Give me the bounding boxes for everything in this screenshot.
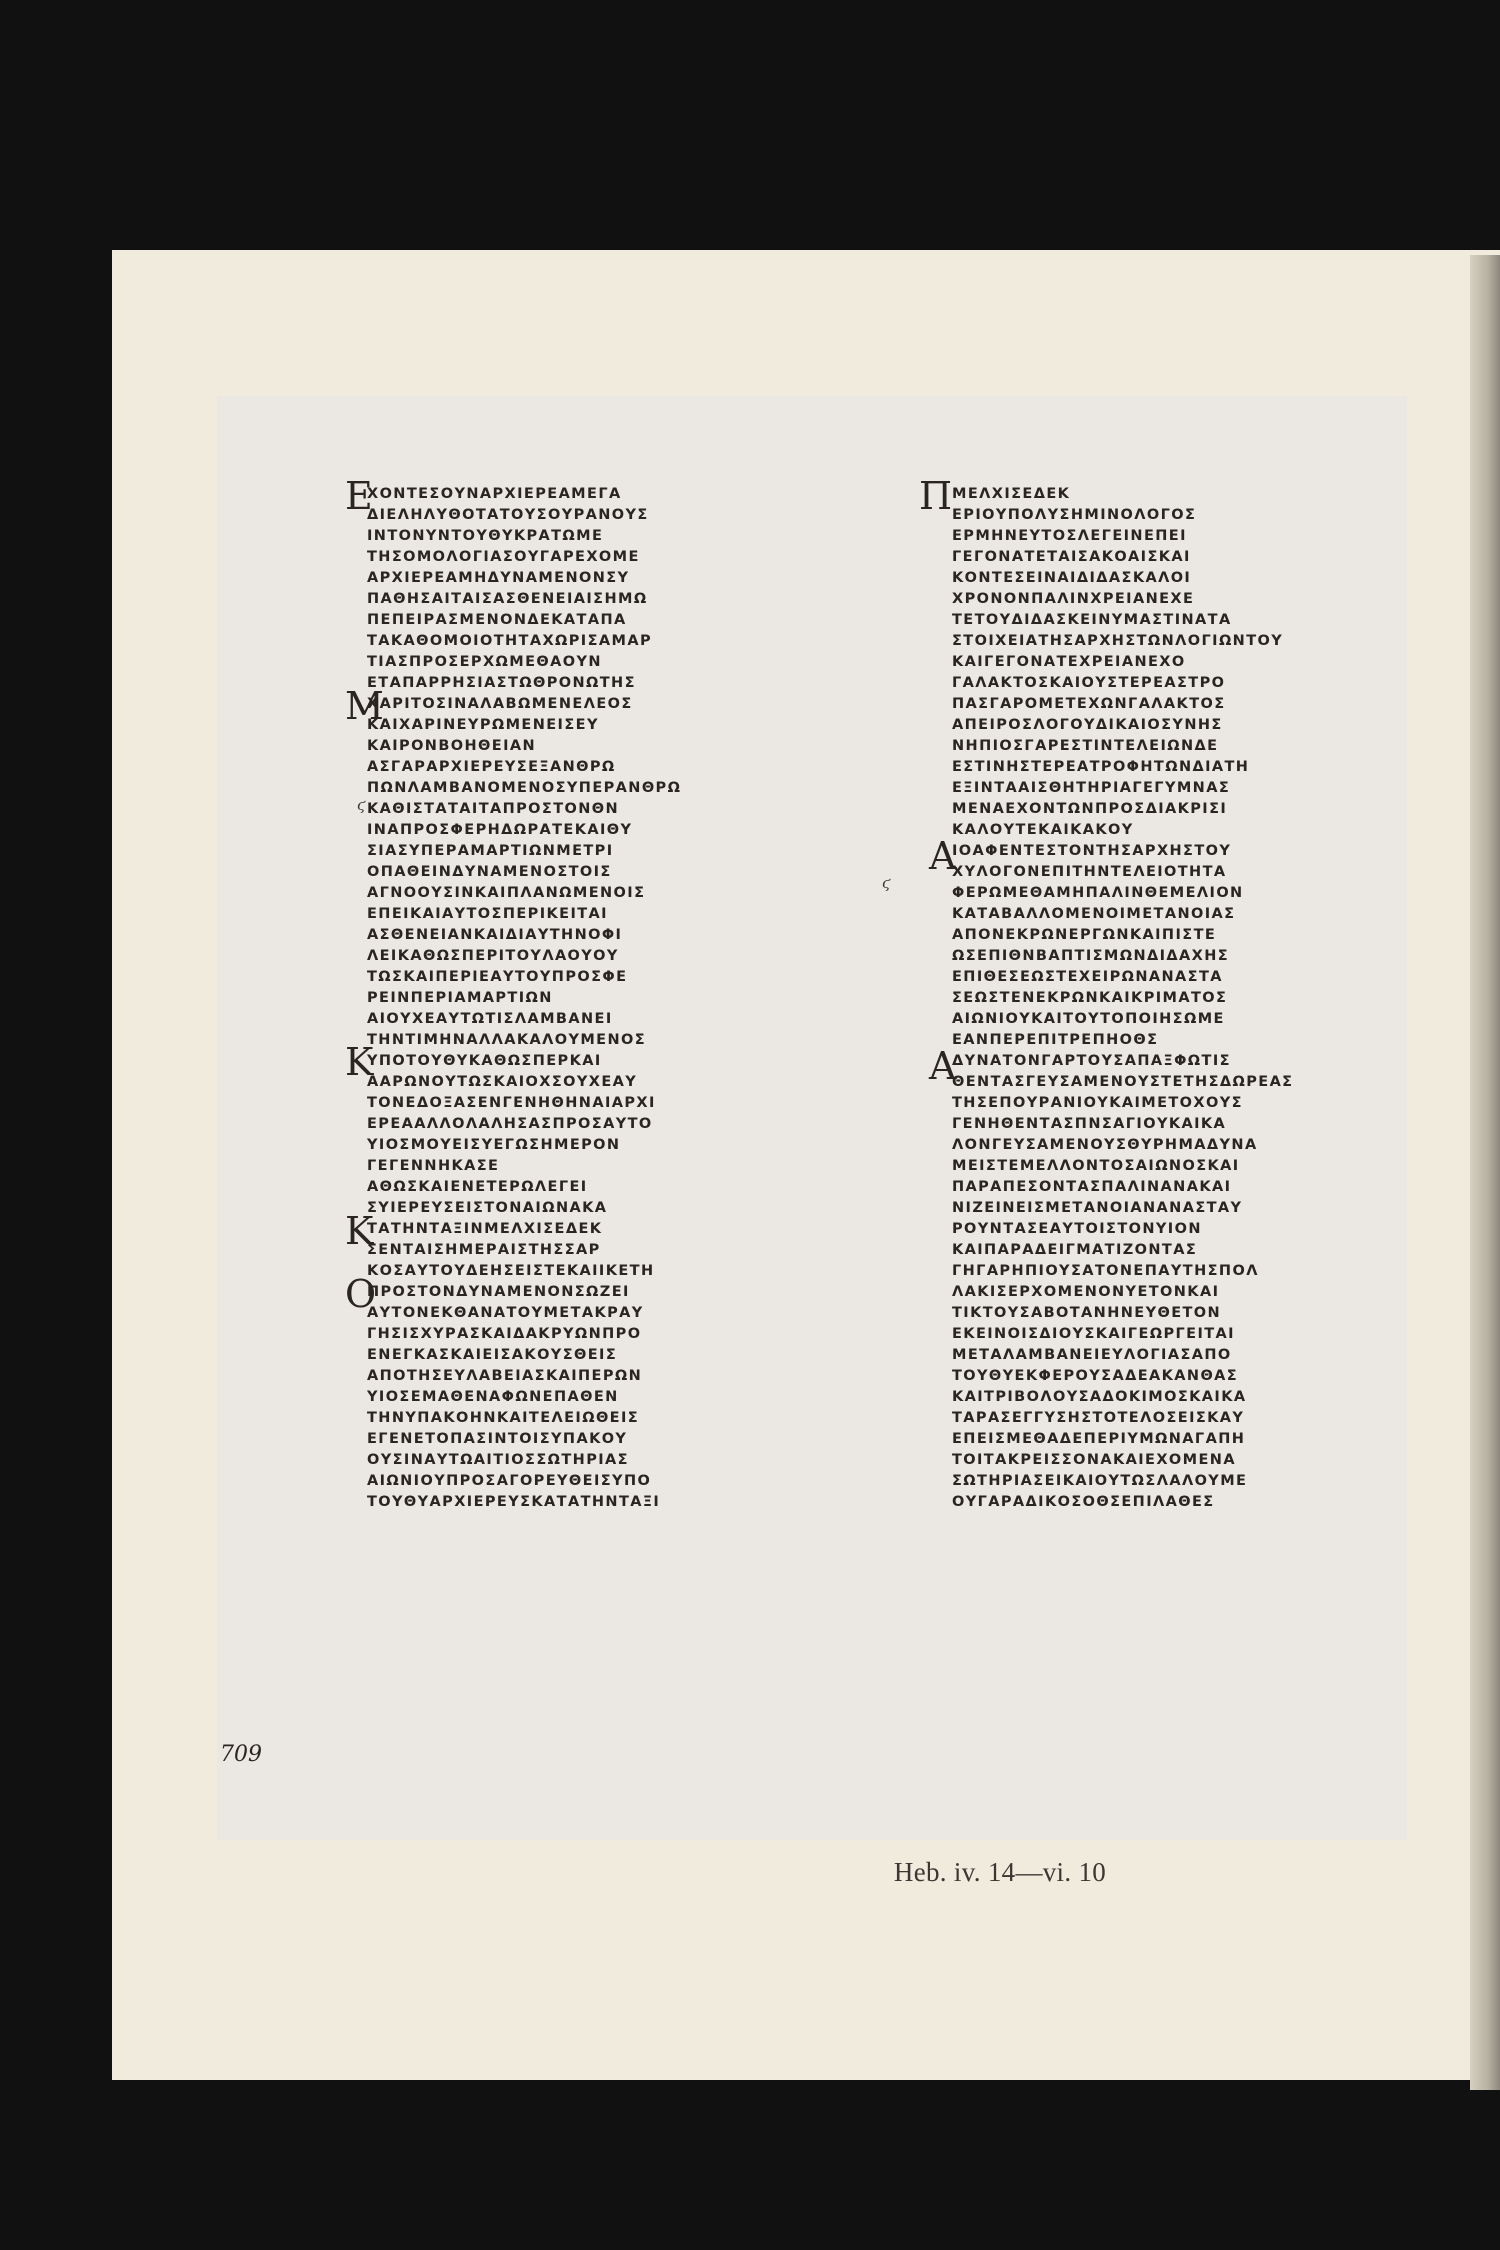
manuscript-line: ΑΣΓΑΡΑΡΧΙΕΡΕΥΣΕΞΑΝΘΡΩ bbox=[367, 759, 616, 775]
manuscript-line: ΙΝΤΟΝΥΝΤΟΥΘΥΚΡΑΤΩΜΕ bbox=[367, 528, 604, 544]
manuscript-line: ΡΕΙΝΠΕΡΙΑΜΑΡΤΙΩΝ bbox=[367, 990, 553, 1006]
manuscript-line: ΓΗΓΑΡΗΠΙΟΥΣΑΤΟΝΕΠΑΥΤΗΣΠΟΛ bbox=[952, 1263, 1259, 1279]
manuscript-line: ΓΑΛΑΚΤΟΣΚΑΙΟΥΣΤΕΡΕΑΣΤΡΟ bbox=[952, 675, 1226, 691]
manuscript-line: ΙΟΑΦΕΝΤΕΣΤΟΝΤΗΣΑΡΧΗΣΤΟΥ bbox=[952, 843, 1232, 859]
manuscript-line: ΤΑΡΑΣΕΓΓΥΣΗΣΤΟΤΕΛΟΣΕΙΣΚΑΥ bbox=[952, 1410, 1245, 1426]
manuscript-line: ΕΓΕΝΕΤΟΠΑΣΙΝΤΟΙΣΥΠΑΚΟΥ bbox=[367, 1431, 628, 1447]
initial-letter: Π bbox=[919, 474, 953, 518]
manuscript-line: ΤΑΚΑΘΟΜΟΙΟΤΗΤΑΧΩΡΙΣΑΜΑΡ bbox=[367, 633, 652, 649]
manuscript-line: ΕΡΙΟΥΠΟΛΥΣΗΜΙΝΟΛΟΓΟΣ bbox=[952, 507, 1197, 523]
manuscript-line: ΦΕΡΩΜΕΘΑΜΗΠΑΛΙΝΘΕΜΕΛΙΟΝ bbox=[952, 885, 1244, 901]
manuscript-line: ΤΙΑΣΠΡΟΣΕΡΧΩΜΕΘΑΟΥΝ bbox=[367, 654, 602, 670]
manuscript-line: ΕΑΝΠΕΡΕΠΙΤΡΕΠΗΟΘΣ bbox=[952, 1032, 1159, 1048]
manuscript-line: ΔΥΝΑΤΟΝΓΑΡΤΟΥΣΑΠΑΞΦΩΤΙΣ bbox=[952, 1053, 1231, 1069]
manuscript-line: ΕΤΑΠΑΡΡΗΣΙΑΣΤΩΘΡΟΝΩΤΗΣ bbox=[367, 675, 636, 691]
manuscript-line: ΝΙΖΕΙΝΕΙΣΜΕΤΑΝΟΙΑΝΑΝΑΣΤΑΥ bbox=[952, 1200, 1243, 1216]
manuscript-line: ΕΠΙΘΕΣΕΩΣΤΕΧΕΙΡΩΝΑΝΑΣΤΑ bbox=[952, 969, 1223, 985]
manuscript-line: ΕΡΕΑΑΛΛΟΛΑΛΗΣΑΣΠΡΟΣΑΥΤΟ bbox=[367, 1116, 653, 1132]
manuscript-line: ΣΩΤΗΡΙΑΣΕΙΚΑΙΟΥΤΩΣΛΑΛΟΥΜΕ bbox=[952, 1473, 1248, 1489]
manuscript-line: ΕΠΕΙΣΜΕΘΑΔΕΠΕΡΙΥΜΩΝΑΓΑΠΗ bbox=[952, 1431, 1246, 1447]
manuscript-line: ΚΟΝΤΕΣΕΙΝΑΙΔΙΔΑΣΚΑΛΟΙ bbox=[952, 570, 1192, 586]
manuscript-line: ΓΕΓΟΝΑΤΕΤΑΙΣΑΚΟΑΙΣΚΑΙ bbox=[952, 549, 1191, 565]
manuscript-line: ΥΠΟΤΟΥΘΥΚΑΘΩΣΠΕΡΚΑΙ bbox=[367, 1053, 602, 1069]
manuscript-line: ΚΑΙΤΡΙΒΟΛΟΥΣΑΔΟΚΙΜΟΣΚΑΙΚΑ bbox=[952, 1389, 1247, 1405]
manuscript-line: ΤΟΥΘΥΑΡΧΙΕΡΕΥΣΚΑΤΑΤΗΝΤΑΞΙ bbox=[367, 1494, 661, 1510]
manuscript-line: ΑΥΤΟΝΕΚΘΑΝΑΤΟΥΜΕΤΑΚΡΑΥ bbox=[367, 1305, 644, 1321]
manuscript-line: ΑΙΩΝΙΟΥΚΑΙΤΟΥΤΟΠΟΙΗΣΩΜΕ bbox=[952, 1011, 1225, 1027]
manuscript-line: ΧΟΝΤΕΣΟΥΝΑΡΧΙΕΡΕΑΜΕΓΑ bbox=[367, 486, 622, 502]
manuscript-line: ΘΕΝΤΑΣΓΕΥΣΑΜΕΝΟΥΣΤΕΤΗΣΔΩΡΕΑΣ bbox=[952, 1074, 1294, 1090]
initial-letter: Ε bbox=[345, 474, 373, 518]
folio-number: 709 bbox=[220, 1742, 262, 1767]
manuscript-line: ΚΑΤΑΒΑΛΛΟΜΕΝΟΙΜΕΤΑΝΟΙΑΣ bbox=[952, 906, 1236, 922]
manuscript-line: ΑΣΘΕΝΕΙΑΝΚΑΙΔΙΑΥΤΗΝΟΦΙ bbox=[367, 927, 623, 943]
manuscript-line: ΣΕΝΤΑΙΣΗΜΕΡΑΙΣΤΗΣΣΑΡ bbox=[367, 1242, 601, 1258]
manuscript-line: ΤΩΣΚΑΙΠΕΡΙΕΑΥΤΟΥΠΡΟΣΦΕ bbox=[367, 969, 628, 985]
right-column bbox=[952, 484, 1294, 1513]
manuscript-line: ΑΘΩΣΚΑΙΕΝΕΤΕΡΩΛΕΓΕΙ bbox=[367, 1179, 588, 1195]
manuscript-line: ΣΙΑΣΥΠΕΡΑΜΑΡΤΙΩΝΜΕΤΡΙ bbox=[367, 843, 614, 859]
manuscript-line: ΜΕΙΣΤΕΜΕΛΛΟΝΤΟΣΑΙΩΝΟΣΚΑΙ bbox=[952, 1158, 1240, 1174]
manuscript-line: ΤΗΣΕΠΟΥΡΑΝΙΟΥΚΑΙΜΕΤΟΧΟΥΣ bbox=[952, 1095, 1243, 1111]
page-caption: Heb. iv. 14—vi. 10 bbox=[893, 1857, 1107, 1887]
manuscript-line: ΚΑΛΟΥΤΕΚΑΙΚΑΚΟΥ bbox=[952, 822, 1134, 838]
manuscript-line: ΤΗΝΥΠΑΚΟΗΝΚΑΙΤΕΛΕΙΩΘΕΙΣ bbox=[367, 1410, 640, 1426]
manuscript-line: ΥΙΟΣΜΟΥΕΙΣΥΕΓΩΣΗΜΕΡΟΝ bbox=[367, 1137, 621, 1153]
margin-note: ϛ bbox=[357, 796, 366, 814]
manuscript-line: ΑΙΩΝΙΟΥΠΡΟΣΑΓΟΡΕΥΘΕΙΣΥΠΟ bbox=[367, 1473, 652, 1489]
initial-letter: Α bbox=[929, 834, 957, 878]
manuscript-line: ΓΗΣΙΣΧΥΡΑΣΚΑΙΔΑΚΡΥΩΝΠΡΟ bbox=[367, 1326, 642, 1342]
manuscript-line: ΑΡΧΙΕΡΕΑΜΗΔΥΝΑΜΕΝΟΝΣΥ bbox=[367, 570, 630, 586]
manuscript-line: ΠΡΟΣΤΟΝΔΥΝΑΜΕΝΟΝΣΩΖΕΙ bbox=[367, 1284, 630, 1300]
manuscript-line: ΔΙΕΛΗΛΥΘΟΤΑΤΟΥΣΟΥΡΑΝΟΥΣ bbox=[367, 507, 649, 523]
manuscript-line: ΕΠΕΙΚΑΙΑΥΤΟΣΠΕΡΙΚΕΙΤΑΙ bbox=[367, 906, 608, 922]
manuscript-line: ΑΠΟΝΕΚΡΩΝΕΡΓΩΝΚΑΙΠΙΣΤΕ bbox=[952, 927, 1217, 943]
manuscript-line: ΣΥΙΕΡΕΥΣΕΙΣΤΟΝΑΙΩΝΑΚΑ bbox=[367, 1200, 608, 1216]
manuscript-line: ΓΕΝΗΘΕΝΤΑΣΠΝΣΑΓΙΟΥΚΑΙΚΑ bbox=[952, 1116, 1227, 1132]
manuscript-line: ΚΑΙΓΕΓΟΝΑΤΕΧΡΕΙΑΝΕΧΟ bbox=[952, 654, 1186, 670]
initial-letter: Κ bbox=[345, 1209, 374, 1253]
manuscript-line: ΧΡΟΝΟΝΠΑΛΙΝΧΡΕΙΑΝΕΧΕ bbox=[952, 591, 1195, 607]
manuscript-line: ΛΑΚΙΣΕΡΧΟΜΕΝΟΝΥΕΤΟΝΚΑΙ bbox=[952, 1284, 1220, 1300]
manuscript-line: ΕΣΤΙΝΗΣΤΕΡΕΑΤΡΟΦΗΤΩΝΔΙΑΤΗ bbox=[952, 759, 1250, 775]
manuscript-line: ΕΡΜΗΝΕΥΤΟΣΛΕΓΕΙΝΕΠΕΙ bbox=[952, 528, 1187, 544]
manuscript-line: ΠΩΝΛΑΜΒΑΝΟΜΕΝΟΣΥΠΕΡΑΝΘΡΩ bbox=[367, 780, 682, 796]
manuscript-line: ΑΠΟΤΗΣΕΥΛΑΒΕΙΑΣΚΑΙΠΕΡΩΝ bbox=[367, 1368, 643, 1384]
manuscript-line: ΤΟΙΤΑΚΡΕΙΣΣΟΝΑΚΑΙΕΧΟΜΕΝΑ bbox=[952, 1452, 1236, 1468]
manuscript-line: ΜΕΝΑΕΧΟΝΤΩΝΠΡΟΣΔΙΑΚΡΙΣΙ bbox=[952, 801, 1228, 817]
manuscript-line: ΥΙΟΣΕΜΑΘΕΝΑΦΩΝΕΠΑΘΕΝ bbox=[367, 1389, 619, 1405]
initial-letter: Ο bbox=[345, 1272, 377, 1316]
manuscript-line: ΩΣΕΠΙΘΝΒΑΠΤΙΣΜΩΝΔΙΔΑΧΗΣ bbox=[952, 948, 1230, 964]
manuscript-line: ΛΟΝΓΕΥΣΑΜΕΝΟΥΣΘΥΡΗΜΑΔΥΝΑ bbox=[952, 1137, 1258, 1153]
initial-letter: Μ bbox=[345, 684, 384, 728]
manuscript-line: ΧΥΛΟΓΟΝΕΠΙΤΗΝΤΕΛΕΙΟΤΗΤΑ bbox=[952, 864, 1227, 880]
manuscript-line: ΑΙΟΥΧΕΑΥΤΩΤΙΣΛΑΜΒΑΝΕΙ bbox=[367, 1011, 613, 1027]
manuscript-line: ΣΤΟΙΧΕΙΑΤΗΣΑΡΧΗΣΤΩΝΛΟΓΙΩΝΤΟΥ bbox=[952, 633, 1284, 649]
manuscript-line: ΧΑΡΙΤΟΣΙΝΑΛΑΒΩΜΕΝΕΛΕΟΣ bbox=[367, 696, 633, 712]
manuscript-line: ΛΕΙΚΑΘΩΣΠΕΡΙΤΟΥΛΑΟΥΟΥ bbox=[367, 948, 619, 964]
margin-note: ϛ bbox=[882, 874, 891, 892]
manuscript-line: ΟΠΑΘΕΙΝΔΥΝΑΜΕΝΟΣΤΟΙΣ bbox=[367, 864, 612, 880]
manuscript-line: ΓΕΓΕΝΝΗΚΑΣΕ bbox=[367, 1158, 500, 1174]
manuscript-line: ΤΗΝΤΙΜΗΝΑΛΛΑΚΑΛΟΥΜΕΝΟΣ bbox=[367, 1032, 647, 1048]
manuscript-line: ΠΕΠΕΙΡΑΣΜΕΝΟΝΔΕΚΑΤΑΠΑ bbox=[367, 612, 627, 628]
initial-letter: Κ bbox=[345, 1040, 374, 1084]
manuscript-line: ΕΚΕΙΝΟΙΣΔΙΟΥΣΚΑΙΓΕΩΡΓΕΙΤΑΙ bbox=[952, 1326, 1235, 1342]
manuscript-line: ΚΑΘΙΣΤΑΤΑΙΤΑΠΡΟΣΤΟΝΘΝ bbox=[367, 801, 620, 817]
manuscript-line: ΤΕΤΟΥΔΙΔΑΣΚΕΙΝΥΜΑΣΤΙΝΑΤΑ bbox=[952, 612, 1232, 628]
left-column bbox=[367, 484, 681, 1513]
manuscript-line: ΚΑΙΧΑΡΙΝΕΥΡΩΜΕΝΕΙΣΕΥ bbox=[367, 717, 599, 733]
manuscript-line: ΕΝΕΓΚΑΣΚΑΙΕΙΣΑΚΟΥΣΘΕΙΣ bbox=[367, 1347, 618, 1363]
manuscript-line: ΟΥΓΑΡΑΔΙΚΟΣΟΘΣΕΠΙΛΑΘΕΣ bbox=[952, 1494, 1215, 1510]
initial-letter: Α bbox=[929, 1044, 957, 1088]
manuscript-line: ΤΟΥΘΥΕΚΦΕΡΟΥΣΑΔΕΑΚΑΝΘΑΣ bbox=[952, 1368, 1239, 1384]
manuscript-plate bbox=[217, 396, 1407, 1840]
manuscript-line: ΚΟΣΑΥΤΟΥΔΕΗΣΕΙΣΤΕΚΑΙΙΚΕΤΗ bbox=[367, 1263, 655, 1279]
manuscript-line: ΙΝΑΠΡΟΣΦΕΡΗΔΩΡΑΤΕΚΑΙΘΥ bbox=[367, 822, 633, 838]
manuscript-line: ΚΑΙΡΟΝΒΟΗΘΕΙΑΝ bbox=[367, 738, 537, 754]
manuscript-line: ΡΟΥΝΤΑΣΕΑΥΤΟΙΣΤΟΝΥΙΟΝ bbox=[952, 1221, 1202, 1237]
page-edge bbox=[1470, 255, 1500, 2090]
manuscript-line: ΤΙΚΤΟΥΣΑΒΟΤΑΝΗΝΕΥΘΕΤΟΝ bbox=[952, 1305, 1222, 1321]
manuscript-line: ΜΕΤΑΛΑΜΒΑΝΕΙΕΥΛΟΓΙΑΣΑΠΟ bbox=[952, 1347, 1232, 1363]
manuscript-line: ΣΕΩΣΤΕΝΕΚΡΩΝΚΑΙΚΡΙΜΑΤΟΣ bbox=[952, 990, 1228, 1006]
manuscript-line: ΠΑΡΑΠΕΣΟΝΤΑΣΠΑΛΙΝΑΝΑΚΑΙ bbox=[952, 1179, 1232, 1195]
manuscript-line: ΜΕΛΧΙΣΕΔΕΚ bbox=[952, 486, 1071, 502]
manuscript-line: ΤΟΝΕΔΟΞΑΣΕΝΓΕΝΗΘΗΝΑΙΑΡΧΙ bbox=[367, 1095, 656, 1111]
manuscript-line: ΤΗΣΟΜΟΛΟΓΙΑΣΟΥΓΑΡΕΧΟΜΕ bbox=[367, 549, 640, 565]
manuscript-line: ΑΠΕΙΡΟΣΛΟΓΟΥΔΙΚΑΙΟΣΥΝΗΣ bbox=[952, 717, 1223, 733]
manuscript-line: ΠΑΣΓΑΡΟΜΕΤΕΧΩΝΓΑΛΑΚΤΟΣ bbox=[952, 696, 1226, 712]
manuscript-line: ΟΥΣΙΝΑΥΤΩΑΙΤΙΟΣΣΩΤΗΡΙΑΣ bbox=[367, 1452, 629, 1468]
manuscript-line: ΝΗΠΙΟΣΓΑΡΕΣΤΙΝΤΕΛΕΙΩΝΔΕ bbox=[952, 738, 1219, 754]
manuscript-line: ΚΑΙΠΑΡΑΔΕΙΓΜΑΤΙΖΟΝΤΑΣ bbox=[952, 1242, 1198, 1258]
manuscript-line: ΤΑΤΗΝΤΑΞΙΝΜΕΛΧΙΣΕΔΕΚ bbox=[367, 1221, 603, 1237]
manuscript-line: ΠΑΘΗΣΑΙΤΑΙΣΑΣΘΕΝΕΙΑΙΣΗΜΩ bbox=[367, 591, 648, 607]
manuscript-line: ΑΓΝΟΟΥΣΙΝΚΑΙΠΛΑΝΩΜΕΝΟΙΣ bbox=[367, 885, 646, 901]
manuscript-line: ΕΞΙΝΤΑΑΙΣΘΗΤΗΡΙΑΓΕΓΥΜΝΑΣ bbox=[952, 780, 1231, 796]
manuscript-line: ΑΑΡΩΝΟΥΤΩΣΚΑΙΟΧΣΟΥΧΕΑΥ bbox=[367, 1074, 638, 1090]
